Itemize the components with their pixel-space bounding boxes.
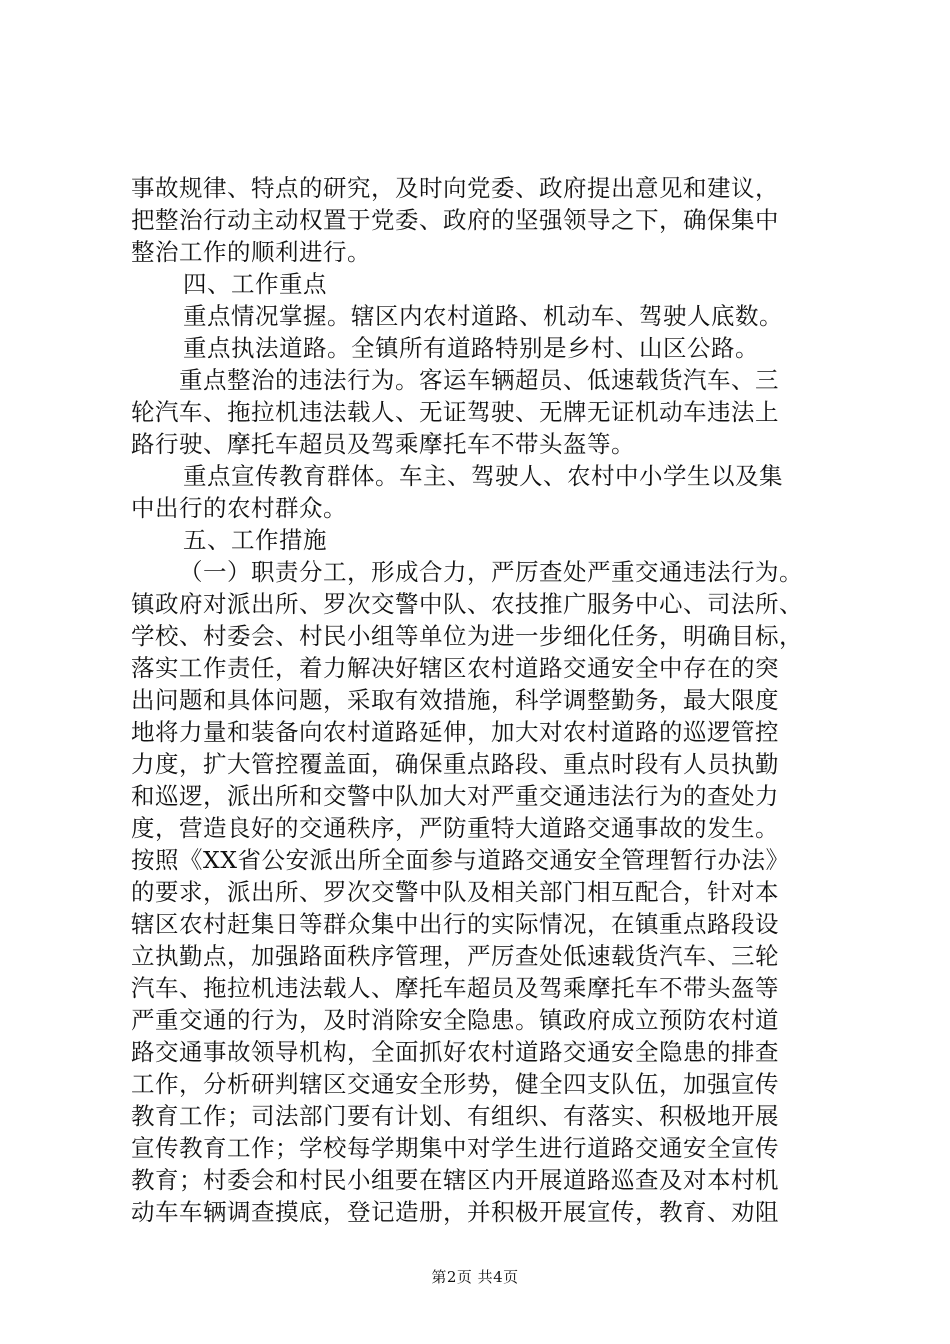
text-line: （一）职责分工，形成合力，严厉查处严重交通违法行为。 [179, 558, 803, 586]
text-line: 整治工作的顺利进行。 [131, 238, 371, 266]
text-line: 学校、村委会、村民小组等单位为进一步细化任务，明确目标， [131, 622, 803, 650]
text-line: 立执勤点，加强路面秩序管理，严厉查处低速载货汽车、三轮 [131, 942, 779, 970]
text-line: 五、工作措施 [183, 526, 327, 554]
text-line: 辖区农村赶集日等群众集中出行的实际情况，在镇重点路段设 [131, 910, 779, 938]
text-line: 把整治行动主动权置于党委、政府的坚强领导之下，确保集中 [131, 206, 779, 234]
text-line: 动车车辆调查摸底，登记造册，并积极开展宣传，教育、劝阻 [131, 1198, 779, 1226]
text-line: 教育；村委会和村民小组要在辖区内开展道路巡查及对本村机 [131, 1166, 779, 1194]
text-line: 中出行的农村群众。 [131, 494, 347, 522]
text-line: 重点宣传教育群体。车主、驾驶人、农村中小学生以及集 [183, 462, 783, 490]
document-body [131, 172, 831, 1228]
text-line: 力度，扩大管控覆盖面，确保重点路段、重点时段有人员执勤 [131, 750, 779, 778]
text-line: 重点整治的违法行为。客运车辆超员、低速载货汽车、三 [179, 366, 779, 394]
text-line: 四、工作重点 [183, 270, 327, 298]
text-line: 度，营造良好的交通秩序，严防重特大道路交通事故的发生。 [131, 814, 779, 842]
text-line: 事故规律、特点的研究，及时向党委、政府提出意见和建议， [131, 174, 779, 202]
text-line: 按照《XX省公安派出所全面参与道路交通安全管理暂行办法》 [131, 846, 790, 874]
page-footer: 第2页 共4页 [431, 1268, 519, 1286]
text-line: 工作，分析研判辖区交通安全形势，健全四支队伍，加强宣传 [131, 1070, 779, 1098]
text-line: 镇政府对派出所、罗次交警中队、农技推广服务中心、司法所、 [131, 590, 803, 618]
text-line: 落实工作责任，着力解决好辖区农村道路交通安全中存在的突 [131, 654, 779, 682]
text-line: 的要求，派出所、罗次交警中队及相关部门相互配合，针对本 [131, 878, 779, 906]
text-line: 汽车、拖拉机违法载人、摩托车超员及驾乘摩托车不带头盔等 [131, 974, 779, 1002]
text-line: 路交通事故领导机构，全面抓好农村道路交通安全隐患的排查 [131, 1038, 779, 1066]
text-line: 严重交通的行为，及时消除安全隐患。镇政府成立预防农村道 [131, 1006, 779, 1034]
text-line: 教育工作；司法部门要有计划、有组织、有落实、积极地开展 [131, 1102, 779, 1130]
text-line: 路行驶、摩托车超员及驾乘摩托车不带头盔等。 [131, 430, 635, 458]
text-line: 重点情况掌握。辖区内农村道路、机动车、驾驶人底数。 [183, 302, 783, 330]
text-line: 宣传教育工作；学校每学期集中对学生进行道路交通安全宣传 [131, 1134, 779, 1162]
text-line: 和巡逻，派出所和交警中队加大对严重交通违法行为的查处力 [131, 782, 779, 810]
text-line: 出问题和具体问题，采取有效措施，科学调整勤务，最大限度 [131, 686, 779, 714]
text-line: 重点执法道路。全镇所有道路特别是乡村、山区公路。 [183, 334, 759, 362]
text-line: 地将力量和装备向农村道路延伸，加大对农村道路的巡逻管控 [131, 718, 779, 746]
text-line: 轮汽车、拖拉机违法载人、无证驾驶、无牌无证机动车违法上 [131, 398, 779, 426]
